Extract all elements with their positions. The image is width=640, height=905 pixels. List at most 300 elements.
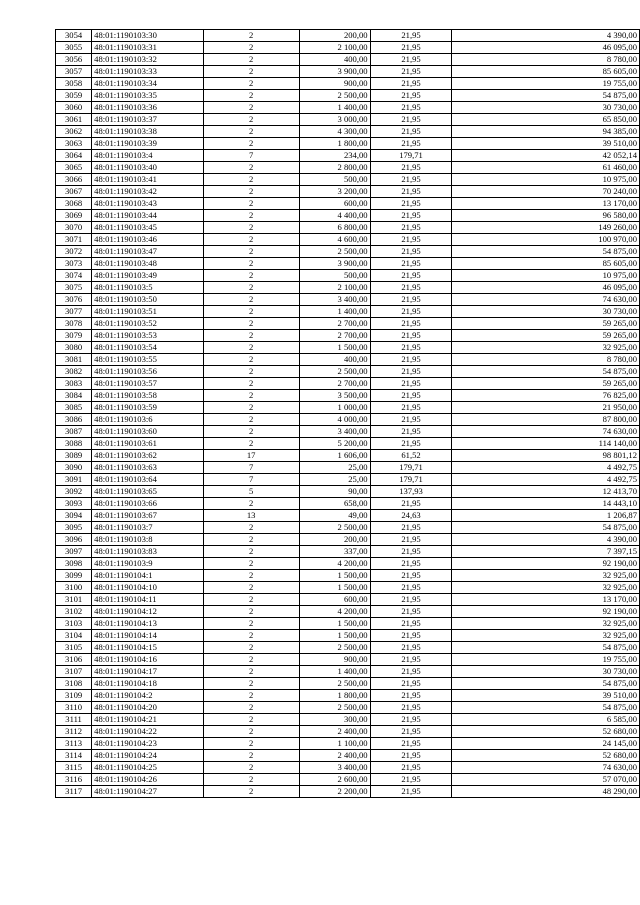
category-cell: 2 (203, 174, 299, 186)
table-row (56, 270, 640, 282)
cadastral-number-cell: 48:01:1190103:55 (92, 354, 203, 366)
row-number-cell: 3085 (56, 402, 92, 414)
value-cell: 54 875,00 (452, 678, 640, 690)
row-number-cell: 3091 (56, 474, 92, 486)
table-row (56, 702, 640, 714)
category-cell: 2 (203, 342, 299, 354)
area-cell: 4 200,00 (299, 558, 370, 570)
area-cell: 2 800,00 (299, 162, 370, 174)
area-cell: 300,00 (299, 714, 370, 726)
category-cell: 2 (203, 678, 299, 690)
value-cell: 1 206,87 (452, 510, 640, 522)
row-number-cell: 3100 (56, 582, 92, 594)
area-cell: 2 400,00 (299, 750, 370, 762)
category-cell: 2 (203, 366, 299, 378)
category-cell: 2 (203, 702, 299, 714)
table-row (56, 774, 640, 786)
cadastral-number-cell: 48:01:1190103:44 (92, 210, 203, 222)
cadastral-number-cell: 48:01:1190103:67 (92, 510, 203, 522)
rate-cell: 21,95 (370, 570, 452, 582)
value-cell: 92 190,00 (452, 558, 640, 570)
value-cell: 39 510,00 (452, 690, 640, 702)
area-cell: 2 500,00 (299, 678, 370, 690)
area-cell: 6 800,00 (299, 222, 370, 234)
row-number-cell: 3117 (56, 786, 92, 798)
table-row (56, 222, 640, 234)
row-number-cell: 3113 (56, 738, 92, 750)
rate-cell: 21,95 (370, 138, 452, 150)
value-cell: 76 825,00 (452, 390, 640, 402)
category-cell: 2 (203, 426, 299, 438)
cadastral-number-cell: 48:01:1190104:27 (92, 786, 203, 798)
value-cell: 94 385,00 (452, 126, 640, 138)
rate-cell: 21,95 (370, 282, 452, 294)
value-cell: 42 052,14 (452, 150, 640, 162)
category-cell: 2 (203, 786, 299, 798)
category-cell: 2 (203, 222, 299, 234)
table-row (56, 750, 640, 762)
category-cell: 5 (203, 486, 299, 498)
area-cell: 2 500,00 (299, 366, 370, 378)
rate-cell: 21,95 (370, 786, 452, 798)
cadastral-number-cell: 48:01:1190104:21 (92, 714, 203, 726)
value-cell: 74 630,00 (452, 294, 640, 306)
cadastral-number-cell: 48:01:1190103:36 (92, 102, 203, 114)
area-cell: 2 200,00 (299, 786, 370, 798)
table-row (56, 234, 640, 246)
area-cell: 4 300,00 (299, 126, 370, 138)
value-cell: 149 260,00 (452, 222, 640, 234)
area-cell: 3 400,00 (299, 426, 370, 438)
category-cell: 2 (203, 54, 299, 66)
table-row (56, 786, 640, 798)
rate-cell: 137,93 (370, 486, 452, 498)
value-cell: 30 730,00 (452, 102, 640, 114)
value-cell: 52 680,00 (452, 750, 640, 762)
row-number-cell: 3114 (56, 750, 92, 762)
row-number-cell: 3062 (56, 126, 92, 138)
rate-cell: 21,95 (370, 546, 452, 558)
row-number-cell: 3107 (56, 666, 92, 678)
category-cell: 2 (203, 30, 299, 42)
value-cell: 85 605,00 (452, 258, 640, 270)
area-cell: 1 500,00 (299, 618, 370, 630)
value-cell: 19 755,00 (452, 654, 640, 666)
rate-cell: 21,95 (370, 498, 452, 510)
cadastral-number-cell: 48:01:1190103:61 (92, 438, 203, 450)
category-cell: 2 (203, 258, 299, 270)
row-number-cell: 3071 (56, 234, 92, 246)
cadastral-number-cell: 48:01:1190103:39 (92, 138, 203, 150)
category-cell: 2 (203, 558, 299, 570)
table-row (56, 522, 640, 534)
row-number-cell: 3102 (56, 606, 92, 618)
cadastral-number-cell: 48:01:1190103:31 (92, 42, 203, 54)
category-cell: 2 (203, 534, 299, 546)
rate-cell: 21,95 (370, 174, 452, 186)
rate-cell: 21,95 (370, 246, 452, 258)
area-cell: 4 200,00 (299, 606, 370, 618)
table-row (56, 438, 640, 450)
table-row (56, 150, 640, 162)
value-cell: 59 265,00 (452, 318, 640, 330)
cadastral-number-cell: 48:01:1190103:47 (92, 246, 203, 258)
row-number-cell: 3075 (56, 282, 92, 294)
value-cell: 8 780,00 (452, 354, 640, 366)
category-cell: 2 (203, 282, 299, 294)
table-row (56, 498, 640, 510)
cadastral-number-cell: 48:01:1190104:25 (92, 762, 203, 774)
rate-cell: 21,95 (370, 162, 452, 174)
cadastral-number-cell: 48:01:1190104:12 (92, 606, 203, 618)
category-cell: 2 (203, 210, 299, 222)
row-number-cell: 3092 (56, 486, 92, 498)
cadastral-number-cell: 48:01:1190104:22 (92, 726, 203, 738)
value-cell: 30 730,00 (452, 306, 640, 318)
table-row (56, 294, 640, 306)
row-number-cell: 3089 (56, 450, 92, 462)
row-number-cell: 3109 (56, 690, 92, 702)
value-cell: 10 975,00 (452, 174, 640, 186)
row-number-cell: 3059 (56, 90, 92, 102)
table-row (56, 138, 640, 150)
area-cell: 3 900,00 (299, 258, 370, 270)
cadastral-number-cell: 48:01:1190104:20 (92, 702, 203, 714)
category-cell: 2 (203, 198, 299, 210)
row-number-cell: 3115 (56, 762, 92, 774)
area-cell: 337,00 (299, 546, 370, 558)
table-row (56, 666, 640, 678)
category-cell: 2 (203, 78, 299, 90)
table-row (56, 114, 640, 126)
cadastral-number-cell: 48:01:1190104:2 (92, 690, 203, 702)
area-cell: 2 400,00 (299, 726, 370, 738)
category-cell: 2 (203, 438, 299, 450)
row-number-cell: 3116 (56, 774, 92, 786)
value-cell: 98 801,12 (452, 450, 640, 462)
value-cell: 54 875,00 (452, 90, 640, 102)
value-cell: 48 290,00 (452, 786, 640, 798)
category-cell: 2 (203, 618, 299, 630)
row-number-cell: 3078 (56, 318, 92, 330)
row-number-cell: 3101 (56, 594, 92, 606)
table-row (56, 462, 640, 474)
cadastral-number-cell: 48:01:1190104:26 (92, 774, 203, 786)
value-cell: 13 170,00 (452, 594, 640, 606)
value-cell: 14 443,10 (452, 498, 640, 510)
rate-cell: 179,71 (370, 474, 452, 486)
rate-cell: 21,95 (370, 198, 452, 210)
value-cell: 92 190,00 (452, 606, 640, 618)
row-number-cell: 3066 (56, 174, 92, 186)
row-number-cell: 3063 (56, 138, 92, 150)
rate-cell: 21,95 (370, 690, 452, 702)
category-cell: 7 (203, 150, 299, 162)
value-cell: 59 265,00 (452, 330, 640, 342)
category-cell: 7 (203, 462, 299, 474)
cadastral-number-cell: 48:01:1190104:24 (92, 750, 203, 762)
value-cell: 70 240,00 (452, 186, 640, 198)
category-cell: 2 (203, 654, 299, 666)
category-cell: 2 (203, 630, 299, 642)
cadastral-number-cell: 48:01:1190104:17 (92, 666, 203, 678)
value-cell: 32 925,00 (452, 570, 640, 582)
table-row (56, 726, 640, 738)
area-cell: 900,00 (299, 78, 370, 90)
table-row (56, 186, 640, 198)
rate-cell: 21,95 (370, 678, 452, 690)
value-cell: 6 585,00 (452, 714, 640, 726)
category-cell: 2 (203, 546, 299, 558)
cadastral-number-cell: 48:01:1190103:50 (92, 294, 203, 306)
rate-cell: 179,71 (370, 462, 452, 474)
row-number-cell: 3070 (56, 222, 92, 234)
cadastral-number-cell: 48:01:1190103:64 (92, 474, 203, 486)
cadastral-number-cell: 48:01:1190103:42 (92, 186, 203, 198)
category-cell: 2 (203, 402, 299, 414)
rate-cell: 21,95 (370, 342, 452, 354)
rate-cell: 21,95 (370, 438, 452, 450)
rate-cell: 21,95 (370, 414, 452, 426)
table-row (56, 606, 640, 618)
rate-cell: 21,95 (370, 726, 452, 738)
row-number-cell: 3076 (56, 294, 92, 306)
cadastral-number-cell: 48:01:1190104:13 (92, 618, 203, 630)
rate-cell: 21,95 (370, 78, 452, 90)
value-cell: 7 397,15 (452, 546, 640, 558)
row-number-cell: 3054 (56, 30, 92, 42)
rate-cell: 21,95 (370, 702, 452, 714)
value-cell: 10 975,00 (452, 270, 640, 282)
category-cell: 17 (203, 450, 299, 462)
table-row (56, 354, 640, 366)
category-cell: 2 (203, 522, 299, 534)
category-cell: 2 (203, 318, 299, 330)
table-row (56, 534, 640, 546)
value-cell: 4 390,00 (452, 534, 640, 546)
cadastral-value-table (55, 29, 640, 798)
rate-cell: 21,95 (370, 270, 452, 282)
area-cell: 1 500,00 (299, 342, 370, 354)
rate-cell: 21,95 (370, 714, 452, 726)
row-number-cell: 3073 (56, 258, 92, 270)
value-cell: 52 680,00 (452, 726, 640, 738)
category-cell: 2 (203, 750, 299, 762)
area-cell: 3 400,00 (299, 762, 370, 774)
value-cell: 4 492,75 (452, 462, 640, 474)
row-number-cell: 3097 (56, 546, 92, 558)
cadastral-number-cell: 48:01:1190103:30 (92, 30, 203, 42)
area-cell: 1 000,00 (299, 402, 370, 414)
table-row (56, 630, 640, 642)
row-number-cell: 3072 (56, 246, 92, 258)
value-cell: 32 925,00 (452, 618, 640, 630)
category-cell: 2 (203, 162, 299, 174)
row-number-cell: 3080 (56, 342, 92, 354)
table-row (56, 78, 640, 90)
rate-cell: 21,95 (370, 618, 452, 630)
table-row (56, 450, 640, 462)
table-row (56, 102, 640, 114)
row-number-cell: 3055 (56, 42, 92, 54)
cadastral-number-cell: 48:01:1190103:7 (92, 522, 203, 534)
area-cell: 200,00 (299, 30, 370, 42)
row-number-cell: 3094 (56, 510, 92, 522)
row-number-cell: 3079 (56, 330, 92, 342)
rate-cell: 21,95 (370, 390, 452, 402)
value-cell: 114 140,00 (452, 438, 640, 450)
table-row (56, 618, 640, 630)
rate-cell: 21,95 (370, 774, 452, 786)
table-row (56, 690, 640, 702)
area-cell: 3 400,00 (299, 294, 370, 306)
value-cell: 65 850,00 (452, 114, 640, 126)
area-cell: 500,00 (299, 270, 370, 282)
category-cell: 2 (203, 690, 299, 702)
cadastral-number-cell: 48:01:1190103:58 (92, 390, 203, 402)
category-cell: 2 (203, 294, 299, 306)
table-row (56, 282, 640, 294)
cadastral-number-cell: 48:01:1190103:4 (92, 150, 203, 162)
table-body (56, 30, 640, 798)
area-cell: 4 600,00 (299, 234, 370, 246)
category-cell: 2 (203, 330, 299, 342)
rate-cell: 21,95 (370, 318, 452, 330)
table-row (56, 426, 640, 438)
category-cell: 2 (203, 42, 299, 54)
row-number-cell: 3112 (56, 726, 92, 738)
area-cell: 1 606,00 (299, 450, 370, 462)
rate-cell: 21,95 (370, 222, 452, 234)
value-cell: 54 875,00 (452, 702, 640, 714)
table-row (56, 414, 640, 426)
row-number-cell: 3068 (56, 198, 92, 210)
area-cell: 2 500,00 (299, 246, 370, 258)
row-number-cell: 3093 (56, 498, 92, 510)
cadastral-number-cell: 48:01:1190103:48 (92, 258, 203, 270)
table-row (56, 546, 640, 558)
area-cell: 2 100,00 (299, 282, 370, 294)
area-cell: 25,00 (299, 474, 370, 486)
value-cell: 96 580,00 (452, 210, 640, 222)
rate-cell: 21,95 (370, 102, 452, 114)
table-row (56, 558, 640, 570)
category-cell: 2 (203, 642, 299, 654)
area-cell: 2 600,00 (299, 774, 370, 786)
table-row (56, 258, 640, 270)
value-cell: 74 630,00 (452, 762, 640, 774)
row-number-cell: 3099 (56, 570, 92, 582)
area-cell: 600,00 (299, 198, 370, 210)
category-cell: 2 (203, 726, 299, 738)
table-row (56, 582, 640, 594)
area-cell: 1 100,00 (299, 738, 370, 750)
rate-cell: 21,95 (370, 666, 452, 678)
area-cell: 25,00 (299, 462, 370, 474)
row-number-cell: 3084 (56, 390, 92, 402)
cadastral-number-cell: 48:01:1190104:1 (92, 570, 203, 582)
row-number-cell: 3105 (56, 642, 92, 654)
area-cell: 1 400,00 (299, 306, 370, 318)
table-row (56, 42, 640, 54)
row-number-cell: 3082 (56, 366, 92, 378)
cadastral-number-cell: 48:01:1190103:83 (92, 546, 203, 558)
area-cell: 900,00 (299, 654, 370, 666)
table-row (56, 366, 640, 378)
category-cell: 2 (203, 390, 299, 402)
category-cell: 2 (203, 90, 299, 102)
table-row (56, 54, 640, 66)
rate-cell: 21,95 (370, 294, 452, 306)
row-number-cell: 3096 (56, 534, 92, 546)
row-number-cell: 3103 (56, 618, 92, 630)
area-cell: 3 500,00 (299, 390, 370, 402)
row-number-cell: 3081 (56, 354, 92, 366)
rate-cell: 21,95 (370, 750, 452, 762)
cadastral-number-cell: 48:01:1190103:49 (92, 270, 203, 282)
table-row (56, 714, 640, 726)
cadastral-number-cell: 48:01:1190103:45 (92, 222, 203, 234)
category-cell: 2 (203, 666, 299, 678)
category-cell: 2 (203, 66, 299, 78)
row-number-cell: 3083 (56, 378, 92, 390)
rate-cell: 21,95 (370, 354, 452, 366)
rate-cell: 21,95 (370, 534, 452, 546)
row-number-cell: 3110 (56, 702, 92, 714)
table-row (56, 402, 640, 414)
rate-cell: 179,71 (370, 150, 452, 162)
row-number-cell: 3058 (56, 78, 92, 90)
cadastral-number-cell: 48:01:1190103:54 (92, 342, 203, 354)
category-cell: 2 (203, 570, 299, 582)
cadastral-number-cell: 48:01:1190104:11 (92, 594, 203, 606)
cadastral-number-cell: 48:01:1190103:43 (92, 198, 203, 210)
area-cell: 2 500,00 (299, 642, 370, 654)
cadastral-number-cell: 48:01:1190104:23 (92, 738, 203, 750)
rate-cell: 21,95 (370, 582, 452, 594)
cadastral-number-cell: 48:01:1190103:37 (92, 114, 203, 126)
cadastral-number-cell: 48:01:1190103:38 (92, 126, 203, 138)
table-row (56, 642, 640, 654)
rate-cell: 21,95 (370, 630, 452, 642)
table-row (56, 126, 640, 138)
area-cell: 2 700,00 (299, 330, 370, 342)
table-row (56, 570, 640, 582)
rate-cell: 21,95 (370, 114, 452, 126)
table-row (56, 90, 640, 102)
area-cell: 400,00 (299, 354, 370, 366)
cadastral-number-cell: 48:01:1190103:60 (92, 426, 203, 438)
row-number-cell: 3087 (56, 426, 92, 438)
category-cell: 2 (203, 114, 299, 126)
value-cell: 4 492,75 (452, 474, 640, 486)
value-cell: 32 925,00 (452, 342, 640, 354)
category-cell: 2 (203, 306, 299, 318)
cadastral-number-cell: 48:01:1190103:59 (92, 402, 203, 414)
rate-cell: 21,95 (370, 366, 452, 378)
value-cell: 59 265,00 (452, 378, 640, 390)
cadastral-number-cell: 48:01:1190104:16 (92, 654, 203, 666)
table-row (56, 330, 640, 342)
cadastral-number-cell: 48:01:1190103:33 (92, 66, 203, 78)
rate-cell: 21,95 (370, 522, 452, 534)
value-cell: 46 095,00 (452, 42, 640, 54)
category-cell: 2 (203, 102, 299, 114)
value-cell: 54 875,00 (452, 366, 640, 378)
table-row (56, 174, 640, 186)
rate-cell: 21,95 (370, 42, 452, 54)
cadastral-number-cell: 48:01:1190103:8 (92, 534, 203, 546)
